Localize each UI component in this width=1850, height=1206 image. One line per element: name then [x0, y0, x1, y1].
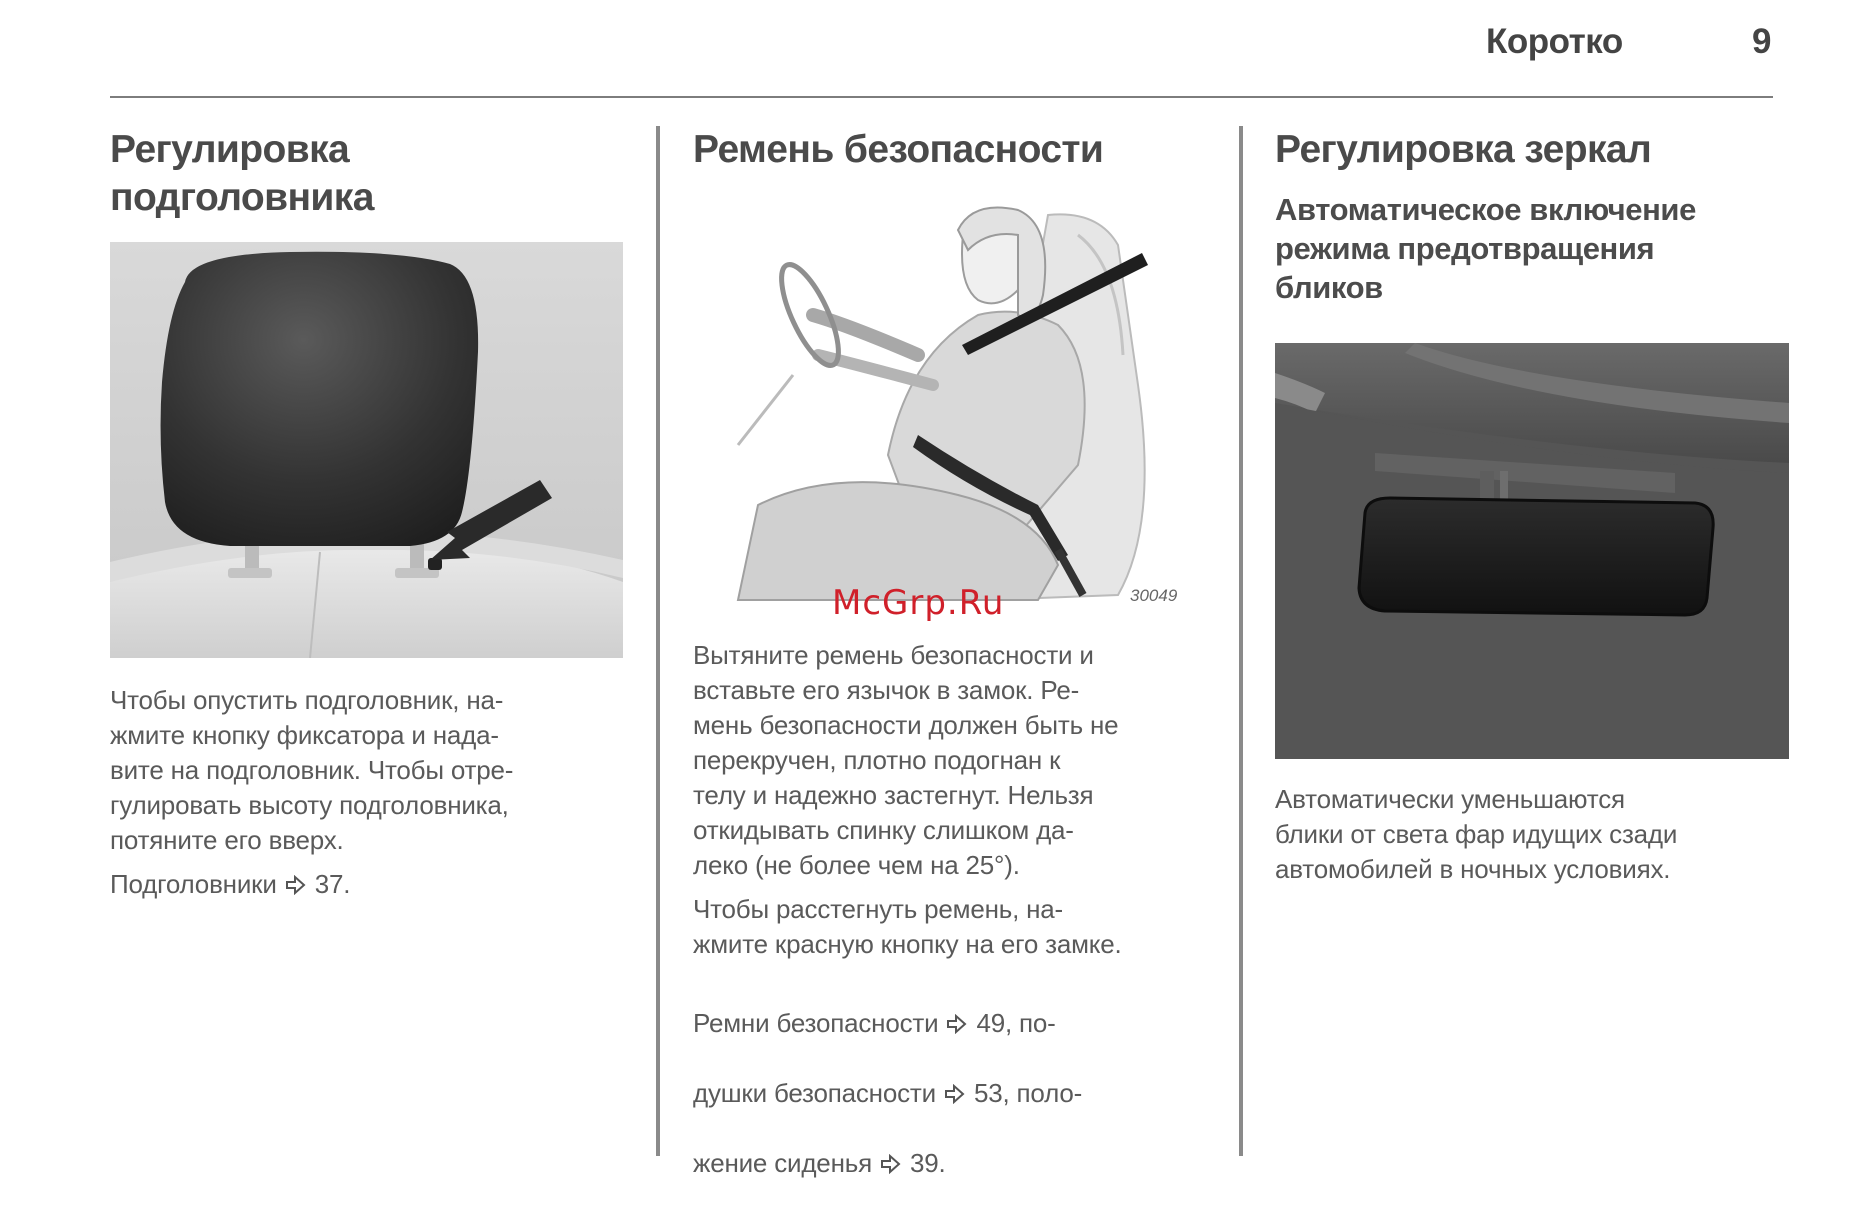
- page-number: 9: [1752, 22, 1772, 61]
- figure-number: 30049: [1130, 586, 1178, 605]
- watermark: McGrp.Ru: [832, 583, 1005, 623]
- mirror-section: [1275, 126, 1795, 307]
- headrest-paragraph: Чтобы опустить подголовник, на- жмите кнопку фиксатора и нада- вите на подголовник. Чтобы отре- гулировать высоту подголовника, потяните его вверх.: [110, 685, 514, 855]
- arrow-reference-icon: [945, 1014, 967, 1034]
- seatbelt-paragraph: Чтобы расстегнуть ремень, на- жмите красную кнопку на его замке.: [693, 894, 1122, 959]
- arrow-reference-icon: [943, 1084, 965, 1104]
- reference-page: 49, по-: [969, 1008, 1056, 1038]
- reference-text: Ремни безопасности: [693, 1008, 946, 1038]
- headrest-section: [110, 126, 620, 222]
- mirror-title: Регулировка зеркал: [1275, 128, 1652, 171]
- header-divider: [110, 96, 1773, 98]
- headrest-illustration: [110, 242, 623, 658]
- column-divider: [1239, 126, 1243, 1156]
- seatbelt-title: Ремень безопасности: [693, 128, 1104, 171]
- headrest-reference[interactable]: [110, 867, 620, 902]
- reference-page: 39.: [902, 1148, 946, 1178]
- mirror-illustration: [1275, 343, 1789, 759]
- reference-page: 37.: [307, 869, 351, 899]
- mirror-paragraph: Автоматически уменьшаются блики от света фар идущих сзади автомобилей в ночных условиях.: [1275, 784, 1678, 884]
- section-title: Коротко: [1486, 22, 1623, 61]
- headrest-title: Регулировка подголовника: [110, 128, 374, 219]
- arrow-reference-icon: [879, 1154, 901, 1174]
- reference-text: жение сиденья: [693, 1148, 879, 1178]
- seatbelt-paragraph: Вытяните ремень безопасности и вставьте его язычок в замок. Ре- мень безопасности должен быть не перекручен, плотно подогнан к телу и надежно застегнут. Нельзя откидывать спинку слишком да- леко (не более чем на 25°).: [693, 640, 1119, 880]
- mirror-subtitle: Автоматическое включение режима предотвращения бликов: [1275, 192, 1696, 305]
- reference-text: душки безопасности: [693, 1078, 943, 1108]
- seatbelt-illustration: [718, 205, 1188, 605]
- reference-text: Подголовники: [110, 869, 284, 899]
- column-divider: [656, 126, 660, 1156]
- headrest-text: [110, 683, 620, 902]
- reference-page: 53, поло-: [966, 1078, 1083, 1108]
- seatbelt-text: [693, 638, 1203, 1181]
- seatbelt-references[interactable]: [693, 971, 1203, 1181]
- arrow-reference-icon: [284, 875, 306, 895]
- mirror-text: [1275, 782, 1795, 887]
- seatbelt-section: [693, 126, 1203, 174]
